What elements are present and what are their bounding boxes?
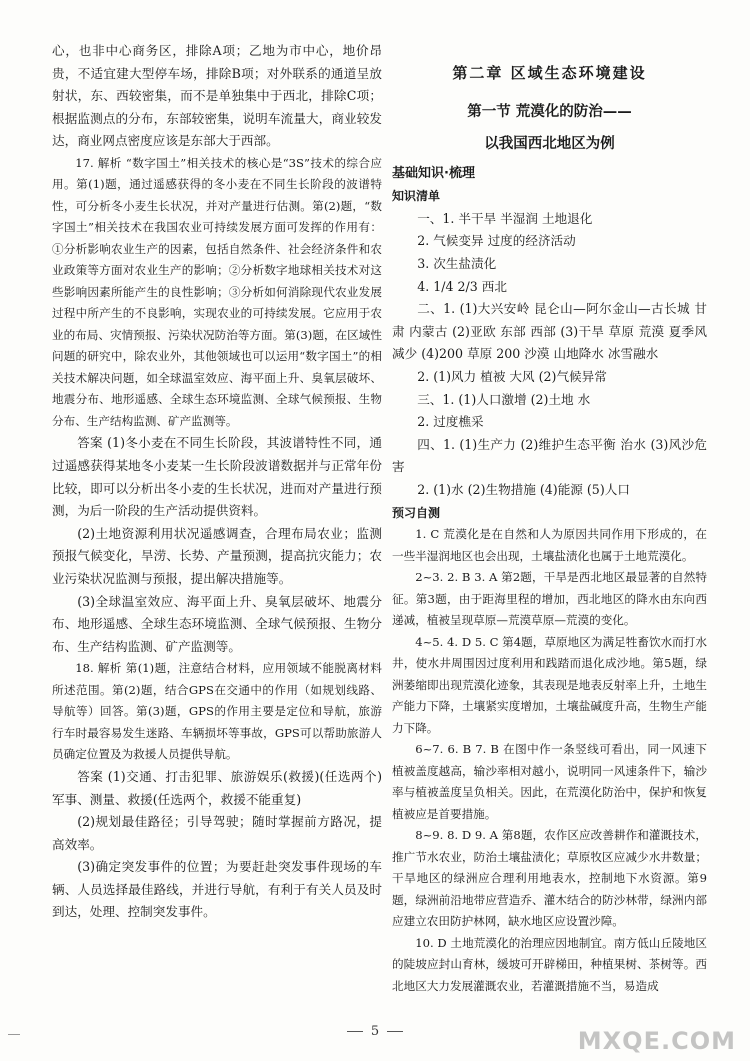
answer-line: 4. 1/4 2/3 西北	[417, 278, 507, 294]
paragraph-q17-answer-1: 答案 (1)冬小麦在不同生长阶段，其波谱特性不同，通过遥感获得某地冬小麦某一生长阶段波谱数据并与正常年份比较，即可以分析出冬小麦的生长状况，进而对产量进行预测，为后一阶段的生产活动提供资料。	[52, 435, 382, 519]
test-answer-10: 10. D 土地荒漠化的治理应因地制宜。南方低山丘陵地区的陡坡应封山育林，缓坡可开辟梯田，种植果树、茶树等。西北地区大力发展灌溉农业，若灌溉措施不当，易造成	[392, 935, 707, 993]
left-column	[52, 40, 382, 924]
section-title-line2: 以我国西北地区为例	[484, 135, 615, 152]
page-number: 5	[370, 1024, 380, 1039]
answer-line: 四、1. (1)生产力 (2)维护生态平衡 治水 (3)风沙危害	[392, 436, 707, 475]
test-answer-4-5: 4~5. 4. D 5. C 第4题，草原地区为满足牲畜饮水而打水井，使水井周围因过度利用和践踏而退化成沙地。第5题，绿洲萎缩即出现荒漠化迹象，其表现是地表反射率上升，土地生产能力下降，土壤紧实度增加，土壤盐碱度升高，生物生产能力下降。	[392, 634, 707, 735]
paragraph-q17-answer-2: (2)土地资源利用状况遥感调查，合理布局农业；监测预报气候变化，旱涝、长势、产量预测，提高抗灾能力；农业污染状况监测与预报，提出解决措施等。	[52, 525, 382, 587]
answer-line: 三、1. (1)人口激增 (2)土地 水	[417, 391, 591, 407]
footer-dash-left	[347, 1031, 363, 1032]
paragraph: 心，也非中心商务区，排除A项；乙地为市中心，地价昂贵，不适宜建大型停车场，排除B项；对外联系的通道呈放射状，东、西较密集，而不是单独集中于西北，排除C项；根据监测点的分布，东部较密集，说明车流量大，商业较发达，商业网点密度应该是东部大于西部。	[52, 43, 382, 149]
heading-preview-test: 预习自测	[392, 505, 441, 520]
watermark: MXQE.COM	[577, 1027, 736, 1055]
answer-line: 3. 次生盐渍化	[417, 255, 497, 271]
test-answer-6-7: 6~7. 6. B 7. B 在图中作一条竖线可看出，同一风速下植被盖度越高，输沙率相对越小，说明同一风速条件下，输沙率与植被盖度呈负相关。因此，在荒漠化防治中，保护和恢复植被应是首要措施。	[392, 742, 707, 821]
answer-line: 二、1. (1)大兴安岭 昆仑山—阿尔金山—古长城 甘肃 内蒙古 (2)亚欧 东部 西部 (3)干旱 草原 荒漠 夏季风 减少 (4)200 草原 200 沙漠 山地降水 冰雪融水	[392, 301, 707, 362]
chapter-title: 第二章 区域生态环境建设	[452, 64, 647, 82]
section-title-line1: 第一节 荒漠化的防治——	[467, 103, 632, 120]
answer-line: 2. 气候变异 过度的经济活动	[417, 233, 576, 249]
test-answer-8-9: 8~9. 8. D 9. A 第8题，农作区应改善耕作和灌溉技术，推广节水农业，防治土壤盐渍化；草原牧区应减少水井数量；干旱地区的绿洲应合理利用地表水，控制地下水资源。第9题，绿洲前沿地带应营造乔、灌木结合的防沙林带，绿洲内部应建立农田防护林网，缺水地区应设置沙障。	[392, 828, 707, 929]
answer-line: 一、1. 半干旱 半湿润 土地退化	[417, 210, 593, 226]
footer-dash-right	[387, 1031, 403, 1032]
answer-line: 2. (1)水 (2)生物措施 (4)能源 (5)人口	[417, 481, 630, 497]
paragraph-q18-answer-3: (3)确定突发事件的位置；为要赶赴突发事件现场的车辆、人员选择最佳路线，并进行导航，有利于有关人员及时到达，处理、控制突发事件。	[52, 859, 382, 920]
paragraph-q17-analysis: 17. 解析 “数字国土”相关技术的核心是“3S”技术的综合应用。第(1)题，通过遥感获得的冬小麦在不同生长阶段的波谱特性，可分析冬小麦生长状况，并对产量进行估测。第(2)题，“数字国土”相关技术在我国农业可持续发展方面可发挥的作用有：①分析影响农业生产的因素，包括自然条件、社会经济条件和农业政策等方面对农业生产的影响；②分析数字地球相关技术对这些影响因素所能产生的良性影响；③分析如何消除现代农业发展过程中所产生的不良影响，实现农业的可持续发展。它应用于农业的布局、灾情预报、污染状况防治等方面。第(3)题，在区域性问题的研究中，除农业外，其他领域也可以运用“数字国土”的相关技术解决问题，如全球温室效应、海平面上升、臭氧层破坏、地震分布、地形遥感、全球生态环境监测、全球气候预报、生物分布、生产结构监测、矿产监测等。	[52, 155, 382, 428]
test-answer-1: 1. C 荒漠化是在自然和人为原因共同作用下形成的，在一些半湿润地区也会出现，土壤盐渍化也属于土地荒漠化。	[392, 527, 707, 563]
paragraph-q18-answer-1: 答案 (1)交通、打击犯罪、旅游娱乐(救援)(任选两个) 军事、测量、救援(任选两个，救援不能重复)	[52, 768, 382, 807]
answer-line: 2. 过度樵采	[417, 414, 484, 430]
heading-basic-knowledge: 基础知识·梳理	[392, 165, 475, 181]
heading-knowledge-list: 知识清单	[392, 189, 441, 204]
right-column	[392, 40, 707, 997]
test-answer-2-3: 2~3. 2. B 3. A 第2题，干旱是西北地区最显著的自然特征。第3题，由于距海里程的增加，西北地区的降水由东向西递减，植被呈现草原—荒漠草原—荒漠的变化。	[392, 570, 707, 628]
paragraph-q18-analysis: 18. 解析 第(1)题，注意结合材料，应用领域不能脱离材料所述范围。第(2)题，结合GPS在交通中的作用（如规划线路、导航等）回答。第(3)题，GPS的作用主要是定位和导航，旅游行车时最容易发生迷路、车辆损坏等事故，GPS可以帮助旅游人员确定位置及为救援人员提供导航。	[52, 661, 382, 762]
answer-line: 2. (1)风力 植被 大风 (2)气候异常	[417, 368, 607, 384]
paragraph-q17-answer-3: (3)全球温室效应、海平面上升、臭氧层破坏、地震分布、地形遥感、全球生态环境监测、全球气候预报、生物分布、生产结构监测、矿产监测等。	[52, 593, 382, 654]
paragraph-q18-answer-2: (2)规划最佳路径；引导驾驶；随时掌握前方路况，提高效率。	[52, 814, 382, 852]
